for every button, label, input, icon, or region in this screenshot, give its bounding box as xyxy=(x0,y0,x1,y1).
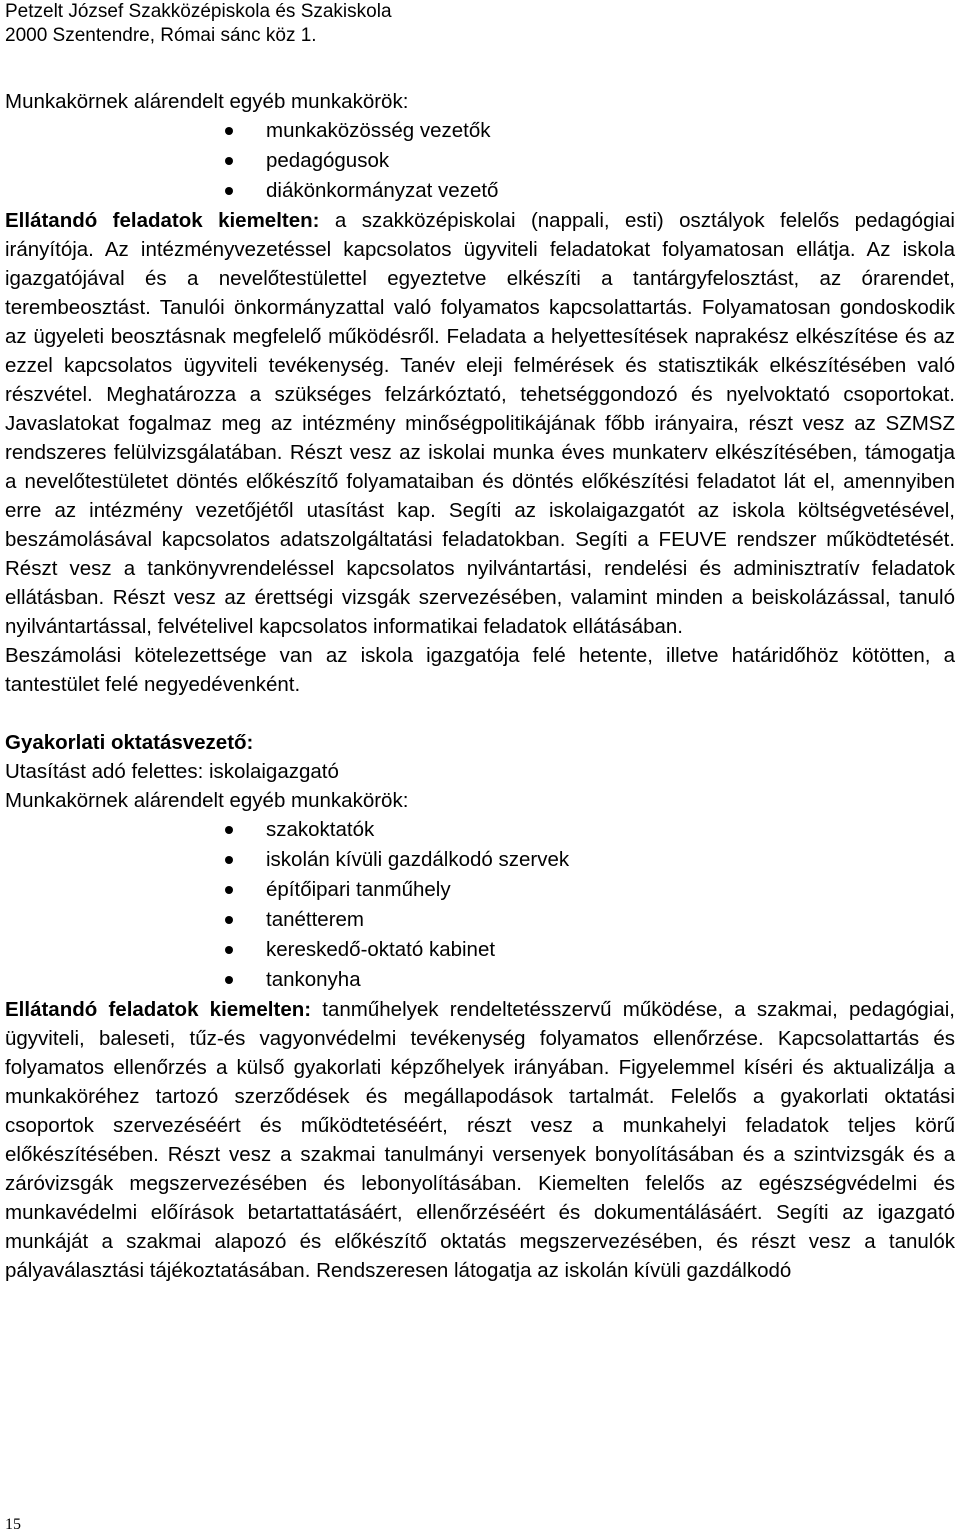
page-number: 15 xyxy=(5,1516,21,1533)
document-body xyxy=(5,87,955,1285)
subordinates-heading: Munkakörnek alárendelt egyéb munkakörök: xyxy=(5,90,409,113)
page-header xyxy=(5,0,392,48)
school-address: 2000 Szentendre, Római sánc köz 1. xyxy=(5,25,317,46)
list-item: iskolán kívüli gazdálkodó szervek xyxy=(5,845,955,875)
subordinates-list xyxy=(5,116,955,206)
section-title: Gyakorlati oktatásvezető: xyxy=(5,731,254,754)
list-item: tankonyha xyxy=(5,965,955,995)
school-name: Petzelt József Szakközépiskola és Szakiskola xyxy=(5,1,392,22)
list-item: kereskedő-oktató kabinet xyxy=(5,935,955,965)
bullet-icon xyxy=(225,856,233,864)
subordinates-list xyxy=(5,815,955,995)
bullet-icon xyxy=(225,946,233,954)
tasks-paragraph xyxy=(5,206,955,641)
tasks-text: tanműhelyek rendeltetésszervű működése, a szakmai, pedagógiai, ügyviteli, baleseti, tűz-és vagyonvédelmi tevékenység folyamatos ellenőrzése. Kapcsolattartás és folyamatos ellenőrzés a külső gyakorlati képzőhelyek irányában. Figyelemmel kíséri és aktualizálja a munkaköréhez tartozó szerződések és megállapodások tartalmát. Felelős a gyakorlati oktatási csoportok szervezéséért és működtetéséért, részt vesz a munkahelyi feladatok teljes körű előkészítésében. Részt vesz a szakmai tanulmányi versenyek bonyolításában és a szintvizsgák és a záróvizsgák megszervezésében és lebonyolításában. Kiemelten felelős az egészségvédelmi és munkavédelmi előírások betartattatásáért, ellenőrzéséért és dokumentálásáért. Segíti az igazgató munkáját a szakmai alapozó és előkészítő oktatás megszervezésében, és részt vesz a tanulók pályaválasztási tájékoztatásában. Rendszeresen látogatja az iskolán kívüli gazdálkodó xyxy=(5,998,955,1282)
list-item: pedagógusok xyxy=(5,146,955,176)
bullet-icon xyxy=(225,976,233,984)
reporting-paragraph: Beszámolási kötelezettsége van az iskola igazgatója felé hetente, illetve határidőhöz kötötten, a tantestület felé negyedévenként. xyxy=(5,644,955,696)
list-item: építőipari tanműhely xyxy=(5,875,955,905)
bullet-icon xyxy=(225,187,233,195)
tasks-label: Ellátandó feladatok kiemelten: xyxy=(5,998,312,1021)
section-deputy-head xyxy=(5,87,955,699)
bullet-icon xyxy=(225,916,233,924)
list-item: tanétterem xyxy=(5,905,955,935)
tasks-label: Ellátandó feladatok kiemelten: xyxy=(5,209,320,232)
tasks-text: a szakközépiskolai (nappali, esti) osztályok felelős pedagógiai irányítója. Az intézményvezetéssel kapcsolatos ügyviteli feladatokat folyamatosan ellátja. Az iskola igazgatójával és a nevelőtestülettel egyeztetve elkészíti a tantárgyfelosztást, az órarendet, terembeosztást. Tanulói önkormányzattal való folyamatos kapcsolattartás. Folyamatosan gondoskodik az ügyeleti beosztásnak megfelelő működésről. Feladata a helyettesítések naprakész elkészítése és az ezzel kapcsolatos ügyviteli tevékenység. Tanév eleji felmérések és statisztikák elkészítésében való részvétel. Meghatározza a szükséges felzárkóztató, tehetséggondozó és nyelvoktató csoportokat. Javaslatokat fogalmaz meg az intézmény minőségpolitikájának főbb irányaira, részt vesz az SZMSZ rendszeres felülvizsgálatában. Részt vesz az iskolai munka éves munkaterv elkészítésében, támogatja a nevelőtestületet döntés előkészítő folyamataiban és döntés előkészítési feladatot lát el, amennyiben erre az intézmény vezetőjétől utasítást kap. Segíti az iskolaigazgatót az iskola költségvetésével, beszámolásával kapcsolatos adatszolgáltatási feladatokban. Segíti a FEUVE rendszer működtetését. Részt vesz a tankönyvrendeléssel kapcsolatos nyilvántartási, rendelési és adminisztratív feladatok ellátásban. Részt vesz az érettségi vizsgák szervezésében, valamint minden a beiskolázással, tanuló nyilvántartással, felvételivel kapcsolatos informatikai feladatok ellátásában. xyxy=(5,209,955,638)
list-item: szakoktatók xyxy=(5,815,955,845)
bullet-icon xyxy=(225,826,233,834)
tasks-paragraph xyxy=(5,995,955,1285)
section-practical-training-head xyxy=(5,728,955,1285)
subordinates-heading: Munkakörnek alárendelt egyéb munkakörök: xyxy=(5,789,409,812)
bullet-icon xyxy=(225,886,233,894)
list-item: diákönkormányzat vezető xyxy=(5,176,955,206)
list-item: munkaközösség vezetők xyxy=(5,116,955,146)
bullet-icon xyxy=(225,157,233,165)
bullet-icon xyxy=(225,127,233,135)
superior-line: Utasítást adó felettes: iskolaigazgató xyxy=(5,760,339,783)
